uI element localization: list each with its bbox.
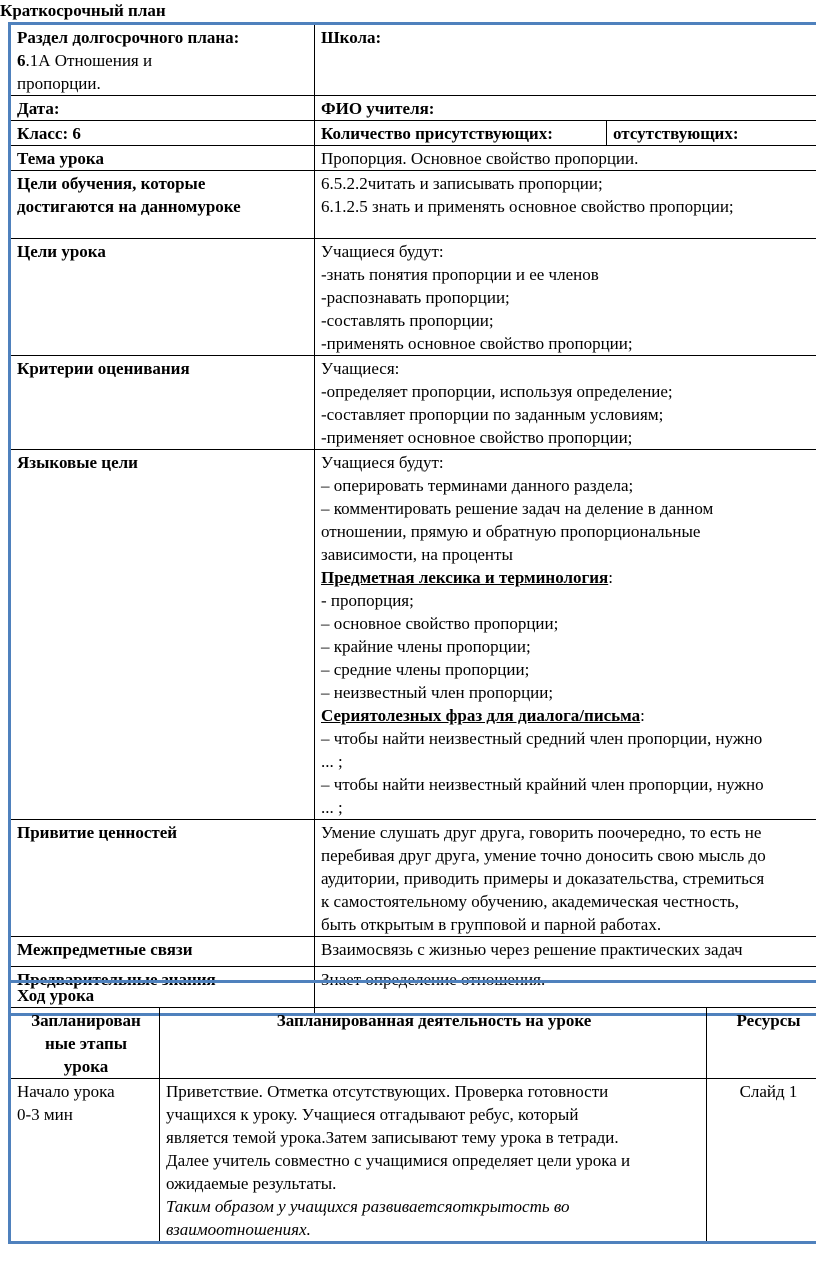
values-label: Привитие ценностей	[10, 820, 315, 937]
plan-table	[8, 22, 816, 1016]
flow-title: Ход урока	[10, 982, 816, 1008]
topic-value: Пропорция. Основное свойство пропорции.	[315, 146, 816, 171]
objectives-label-1: Цели обучения, которые	[17, 174, 206, 193]
criteria-line: -применяет основное свойство пропорции;	[321, 428, 633, 447]
goal-line: -применять основное свойство пропорции;	[321, 334, 633, 353]
criteria-line: Учащиеся:	[321, 359, 400, 378]
values-line: Умение слушать друг друга, говорить поочередно, то есть не	[321, 823, 762, 842]
school-cell	[315, 24, 816, 96]
vocab-line: – основное свойство пропорции;	[321, 614, 559, 633]
activity-header: Запланированная деятельность на уроке	[160, 1008, 707, 1079]
section-text: .1А Отношения и	[25, 51, 153, 70]
stages-header-line: Запланирован	[31, 1011, 141, 1030]
values-line: к самостоятельному обучению, академическая честность,	[321, 892, 740, 911]
stages-header-line: ные этапы	[44, 1034, 128, 1053]
prior-label: Предварительные знания	[10, 967, 315, 1015]
resource-cell: Слайд 1	[707, 1079, 816, 1243]
vocab-line: – неизвестный член пропорции;	[321, 683, 554, 702]
topic-label: Тема урока	[10, 146, 315, 171]
phrase-line: ... ;	[321, 798, 343, 817]
absent-label: отсутствующих:	[607, 121, 816, 146]
phrase-line: – чтобы найти неизвестный средний член пропорции, нужно	[321, 729, 763, 748]
criteria-line: -определяет пропорции, используя определение;	[321, 382, 673, 401]
criteria-value	[315, 356, 816, 450]
objectives-label-cell	[10, 171, 315, 239]
language-line: Учащиеся будут:	[321, 453, 444, 472]
goals-value	[315, 239, 816, 356]
activity-line: Приветствие. Отметка отсутствующих. Проверка готовности	[166, 1082, 609, 1101]
values-line: перебивая друг друга, умение точно доносить свою мысль до	[321, 846, 766, 865]
objective-line: 6.5.2.2читать и записывать пропорции;	[321, 174, 603, 193]
objective-line: 6.1.2.5 знать и применять основное свойство пропорции;	[321, 197, 734, 216]
goals-label: Цели урока	[10, 239, 315, 356]
class-label: Класс: 6	[10, 121, 315, 146]
values-value	[315, 820, 816, 937]
section-text-2: пропорции.	[17, 74, 101, 93]
teacher-label: ФИО учителя:	[315, 96, 816, 121]
activity-line: является темой урока.Затем записывают тему урока в тетради.	[166, 1128, 619, 1147]
document-title: Краткосрочный план	[0, 1, 166, 20]
activity-line: Далее учитель совместно с учащимися определяет цели урока и	[166, 1151, 631, 1170]
objectives-label-2: достигаются на данномуроке	[17, 197, 241, 216]
goal-line: -распознавать пропорции;	[321, 288, 510, 307]
phrase-line: – чтобы найти неизвестный крайний член пропорции, нужно	[321, 775, 764, 794]
resources-header: Ресурсы	[707, 1008, 816, 1079]
stages-header	[10, 1008, 160, 1079]
values-line: аудитории, приводить примеры и доказательства, стремиться	[321, 869, 765, 888]
prior-value: Знает определение отношения.	[315, 967, 816, 1015]
activity-line: учащихся к уроку. Учащиеся отгадывают ребус, который	[166, 1105, 579, 1124]
language-line: – комментировать решение задач на деление в данном	[321, 499, 714, 518]
lesson-flow-table	[8, 980, 816, 1244]
vocab-heading: Предметная лексика и терминология	[321, 568, 609, 587]
language-label: Языковые цели	[10, 450, 315, 820]
language-value: Учащиеся будут: – оперировать терминами данного раздела; – комментировать решение задач на деление в данном отношении, прямую и обратную пропорциональные зависимости, на проценты Предметная лексика и терминология: - пропорция; – основное свойство пропорции; – крайние члены пропорции; – средние члены пропорции; – неизвестный член пропорции; Сериятолезных фраз для диалога/письма: – чтобы найти неизвестный средний член пропорции, нужно ... ; – чтобы найти неизвестный крайний член пропорции, нужно ... ;	[315, 450, 816, 820]
cross-label: Межпредметные связи	[10, 937, 315, 967]
language-line: – оперировать терминами данного раздела;	[321, 476, 634, 495]
date-label: Дата:	[10, 96, 315, 121]
language-line: зависимости, на проценты	[321, 545, 513, 564]
phrases-heading: Сериятолезных фраз для диалога/письма	[321, 706, 641, 725]
phrase-line: ... ;	[321, 752, 343, 771]
stages-header-line: урока	[63, 1057, 109, 1076]
activity-line: ожидаемые результаты.	[166, 1174, 337, 1193]
criteria-label: Критерии оценивания	[10, 356, 315, 450]
section-label: Раздел долгосрочного плана:	[17, 28, 240, 47]
objectives-value	[315, 171, 816, 239]
activity-italic-line: взаимоотношениях.	[166, 1220, 311, 1239]
section-number: 6	[17, 51, 26, 70]
stage-name: Начало урока	[17, 1082, 115, 1101]
goal-line: -знать понятия пропорции и ее членов	[321, 265, 599, 284]
stage-cell	[10, 1079, 160, 1243]
section-cell	[10, 24, 315, 96]
criteria-line: -составляет пропорции по заданным условиям;	[321, 405, 664, 424]
vocab-line: – средние члены пропорции;	[321, 660, 530, 679]
goal-line: Учащиеся будут:	[321, 242, 444, 261]
activity-italic-line: Таким образом у учащихся развиваетсяоткрытость во	[166, 1197, 570, 1216]
cross-value: Взаимосвязь с жизнью через решение практических задач	[315, 937, 816, 967]
vocab-line: - пропорция;	[321, 591, 414, 610]
vocab-line: – крайние члены пропорции;	[321, 637, 531, 656]
language-line: отношении, прямую и обратную пропорциональные	[321, 522, 701, 541]
school-label: Школа:	[321, 28, 382, 47]
activity-cell	[160, 1079, 707, 1243]
values-line: быть открытым в групповой и парной работах.	[321, 915, 662, 934]
present-label: Количество присутствующих:	[315, 121, 607, 146]
stage-time: 0-3 мин	[17, 1105, 73, 1124]
goal-line: -составлять пропорции;	[321, 311, 494, 330]
